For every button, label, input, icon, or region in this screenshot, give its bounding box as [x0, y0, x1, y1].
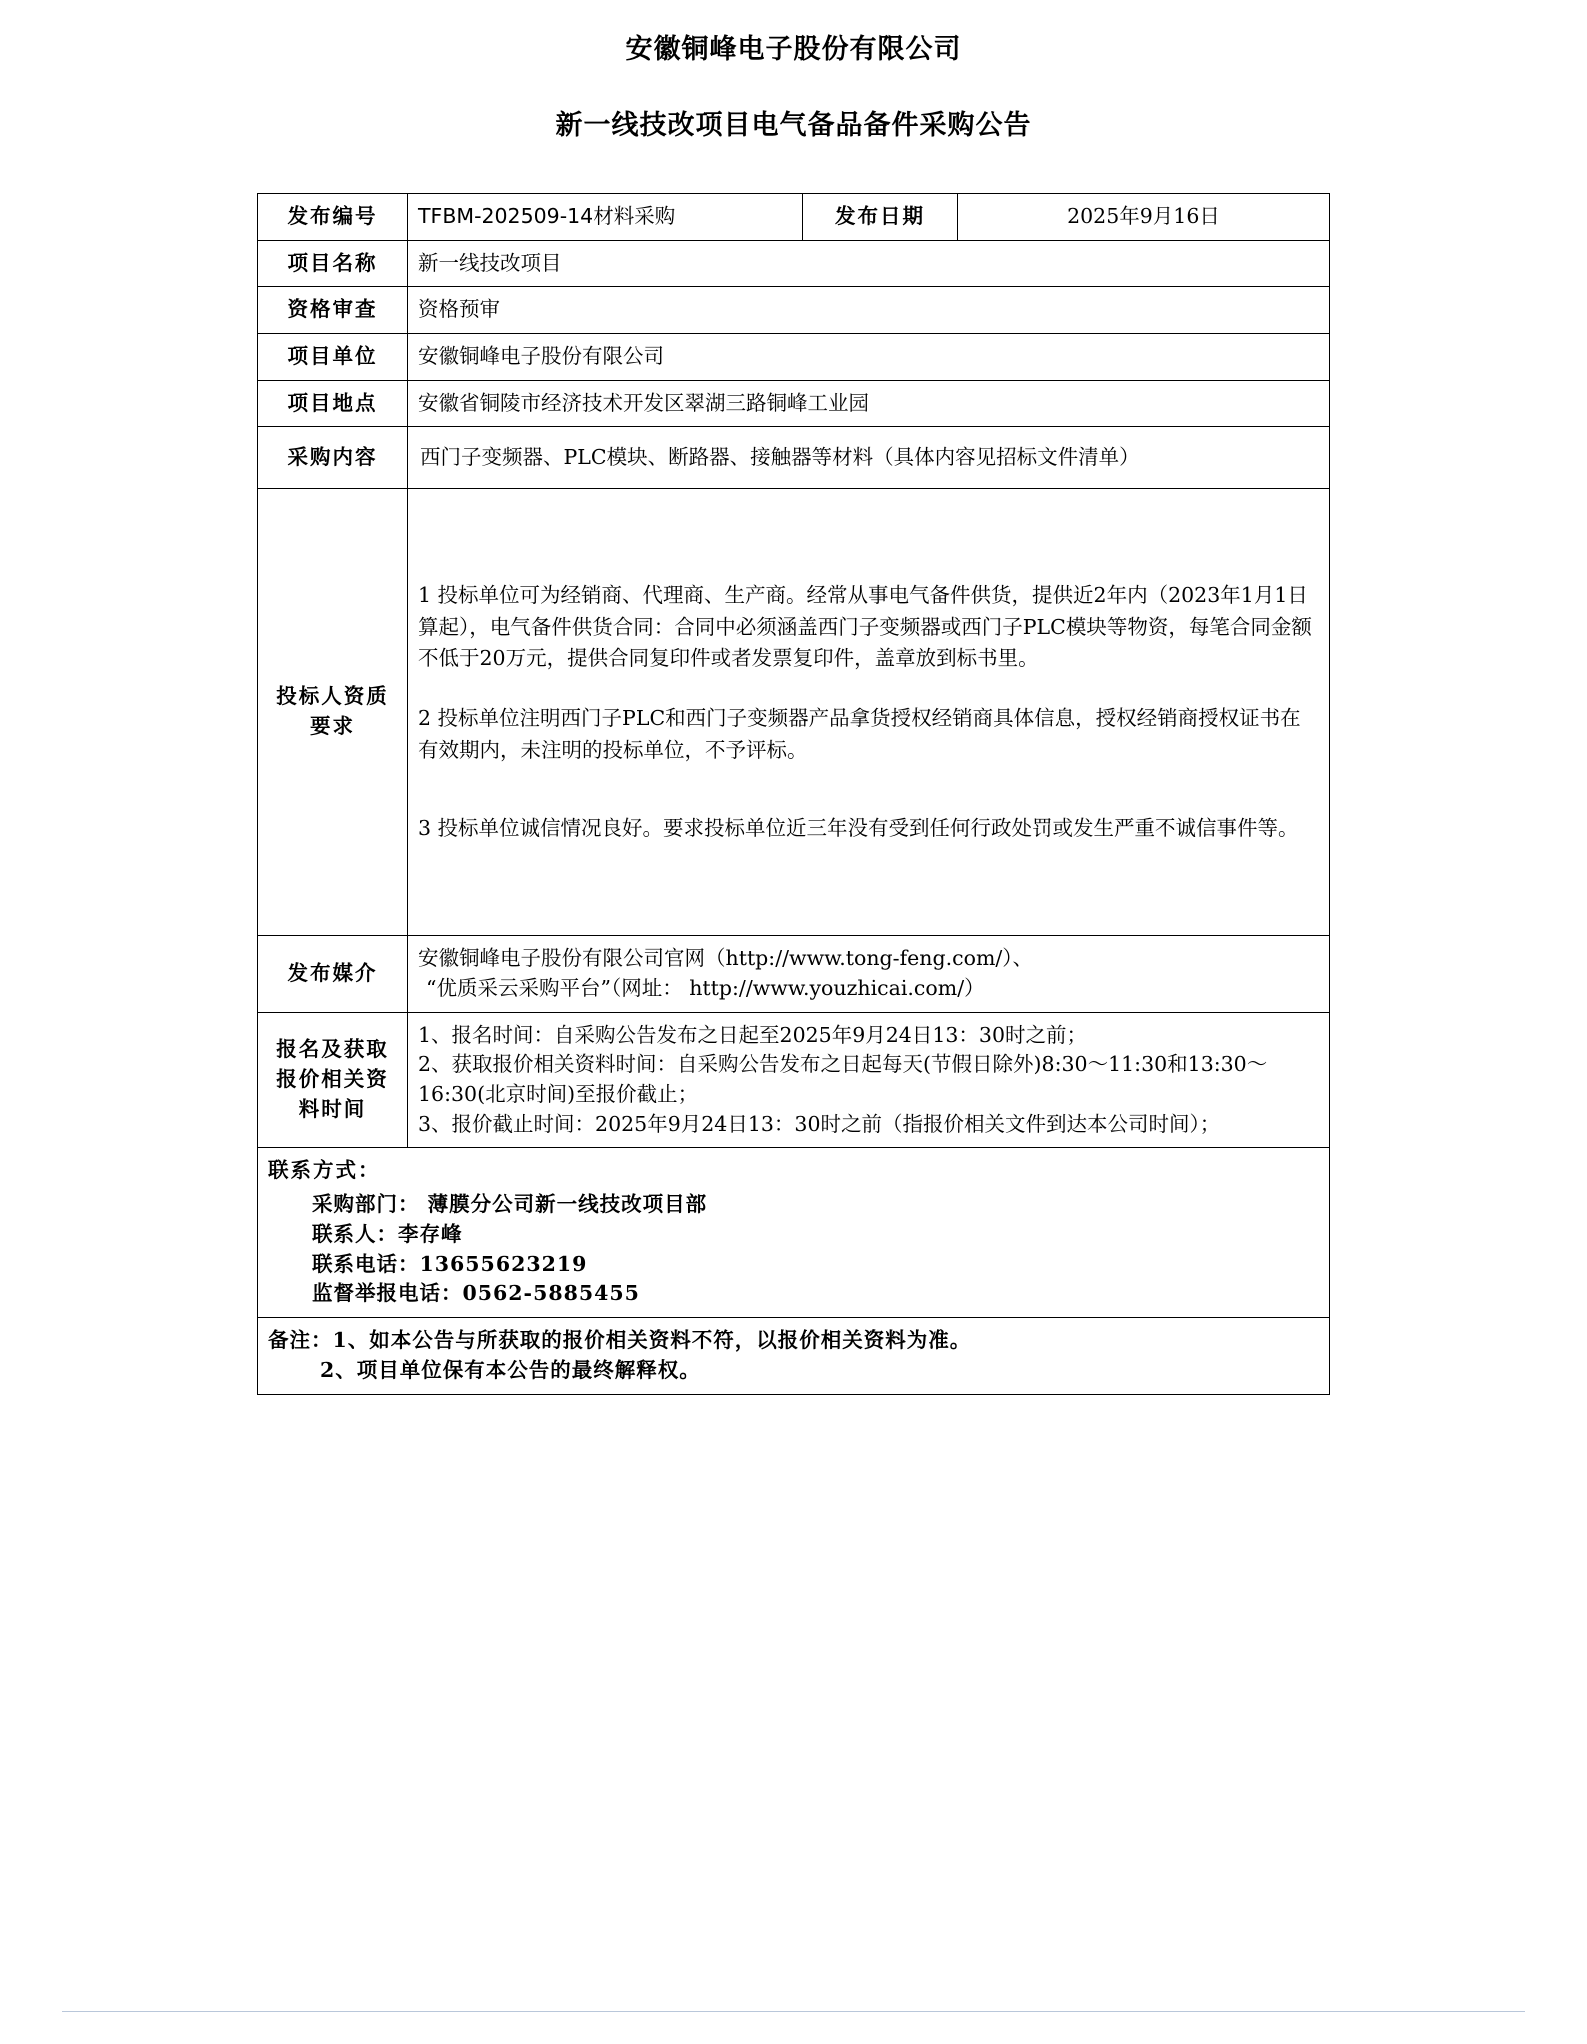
value-project-name: 新一线技改项目	[408, 240, 1330, 287]
table-row	[258, 1318, 1330, 1394]
value-signup-time	[408, 1012, 1330, 1148]
value-project-location: 安徽省铜陵市经济技术开发区翠湖三路铜峰工业园	[408, 380, 1330, 427]
label-publish-no: 发布编号	[258, 193, 408, 240]
value-publish-no: TFBM-202509-14材料采购	[408, 193, 803, 240]
value-publish-media	[408, 936, 1330, 1012]
label-bidder-qualification: 投标人资质要求	[258, 489, 408, 936]
contact-title: 联系方式：	[268, 1158, 381, 1183]
table-row	[258, 1148, 1330, 1318]
contact-block	[258, 1148, 1330, 1318]
signup-line-1: 1、报名时间：自采购公告发布之日起至2025年9月24日13：30时之前；	[418, 1022, 1088, 1047]
media-line-2: “优质采云采购平台”（网址： http://www.youzhicai.com/）	[426, 975, 985, 1000]
table-row	[258, 193, 1330, 240]
value-purchase-content: 西门子变频器、PLC模块、断路器、接触器等材料（具体内容见招标文件清单）	[408, 427, 1330, 489]
table-row	[258, 240, 1330, 287]
signup-line-2: 2、获取报价相关资料时间：自采购公告发布之日起每天(节假日除外)8:30～11:30和13:30～16:30(北京时间)至报价截止；	[418, 1052, 1268, 1107]
label-project-name: 项目名称	[258, 240, 408, 287]
label-project-location: 项目地点	[258, 380, 408, 427]
remark-line-2: 2、项目单位保有本公告的最终解释权。	[320, 1357, 701, 1382]
value-project-unit: 安徽铜峰电子股份有限公司	[408, 333, 1330, 380]
label-purchase-content: 采购内容	[258, 427, 408, 489]
table-row	[258, 333, 1330, 380]
label-qualification-review: 资格审查	[258, 287, 408, 334]
remark-line-1: 备注：1、如本公告与所获取的报价相关资料不符，以报价相关资料为准。	[268, 1328, 972, 1353]
page-footer-divider	[62, 2011, 1525, 2012]
qualification-item-2: 2 投标单位注明西门子PLC和西门子变频器产品拿货授权经销商具体信息，授权经销商授权证书在有效期内，未注明的投标单位，不予评标。	[418, 706, 1301, 762]
table-row	[258, 489, 1330, 936]
label-signup-time: 报名及获取报价相关资料时间	[258, 1012, 408, 1148]
label-publish-media: 发布媒介	[258, 936, 408, 1012]
table-row	[258, 287, 1330, 334]
company-name: 安徽铜峰电子股份有限公司	[625, 34, 962, 65]
contact-phone: 联系电话：13655623219	[312, 1251, 588, 1276]
signup-line-3: 3、报价截止时间：2025年9月24日13：30时之前（指报价相关文件到达本公司时间）；	[418, 1111, 1221, 1136]
contact-person: 联系人：李存峰	[312, 1221, 463, 1246]
value-qualification-review: 资格预审	[408, 287, 1330, 334]
qualification-item-1: 1 投标单位可为经销商、代理商、生产商。经常从事电气备件供货，提供近2年内（2023年1月1日算起），电气备件供货合同：合同中必须涵盖西门子变频器或西门子PLC模块等物资，每笔合同金额不低于20万元，提供合同复印件或者发票复印件，盖章放到标书里。	[418, 582, 1312, 671]
table-row	[258, 380, 1330, 427]
table-row	[258, 1012, 1330, 1148]
label-project-unit: 项目单位	[258, 333, 408, 380]
label-publish-date: 发布日期	[803, 193, 958, 240]
qualification-item-3: 3 投标单位诚信情况良好。要求投标单位近三年没有受到任何行政处罚或发生严重不诚信事件等。	[418, 815, 1299, 840]
table-row	[258, 427, 1330, 489]
document-header	[0, 34, 1587, 143]
media-line-1: 安徽铜峰电子股份有限公司官网（http://www.tong-feng.com/）、	[418, 946, 1034, 971]
remark-block	[258, 1318, 1330, 1394]
value-bidder-qualification	[408, 489, 1330, 936]
supervision-phone: 监督举报电话：0562-5885455	[312, 1281, 640, 1306]
table-row	[258, 936, 1330, 1012]
contact-department: 采购部门： 薄膜分公司新一线技改项目部	[312, 1192, 708, 1217]
value-publish-date: 2025年9月16日	[958, 193, 1330, 240]
page-title: 新一线技改项目电气备品备件采购公告	[555, 110, 1032, 142]
announcement-table	[257, 193, 1330, 1395]
